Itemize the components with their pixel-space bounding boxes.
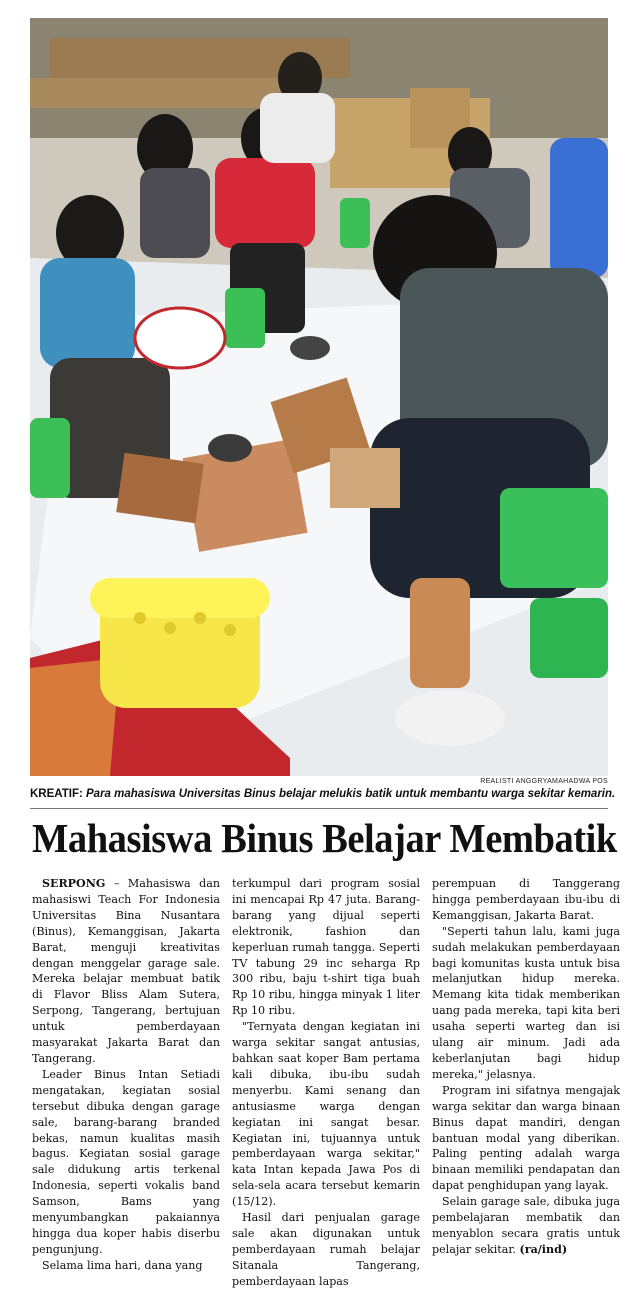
article-paragraph: Leader Binus Intan Setiadi mengatakan, kegiatan sosial tersebut dibuka dengan garage sale, barang-barang branded bekas, namun kualitas masih bagus. Kegiatan sosial garage sale didukung artis terkenal Indonesia, seperti vokalis band Samson, Bams yang menyumbangkan pakaiannya hingga dua koper habis diserbu pengunjung. (32, 1067, 220, 1256)
article-column-2 (232, 876, 420, 1290)
article-column-3 (432, 876, 620, 1258)
photo-illustration (30, 18, 608, 776)
caption-lead: KREATIF: (30, 788, 83, 800)
article-paragraph: Program ini sifatnya mengajak warga sekitar dan warga binaan Binus dapat mandiri, dengan bantuan modal yang diberikan. Paling penting adalah warga binaan memiliki pendapatan dan dapat penghidupan yang layak. (432, 1083, 620, 1193)
article-paragraph: "Seperti tahun lalu, kami juga sudah melakukan pemberdayaan bagi komunitas kusta untuk bisa melanjutkan hidup mereka. Memang kita tidak memberikan uang pada mereka, tapi kita beri usaha seperti warteg dan isi ulang air minum. Jadi ada keberlanjutan bagi hidup mereka," jelasnya. (432, 924, 620, 1081)
paragraph-text: Selain garage sale, dibuka juga pembelajaran membatik dan menyablon secara gratis untuk pelajar sekitar. (432, 1195, 620, 1256)
article-column-1 (32, 876, 220, 1274)
paragraph-text: – Mahasiswa dan mahasiswi Teach For Indonesia Universitas Bina Nusantara (Binus), Kemanggisan, Jakarta Barat, menguji kreativitas dengan menggelar garage sale. Mereka belajar membuat batik di Flavor Bliss Alam Sutera, Serpong, Tangerang, bertujuan untuk pemberdayaan masyarakat Jakarta Barat dan Tangerang. (32, 877, 220, 1065)
photo-caption (30, 788, 620, 800)
article-paragraph: Hasil dari penjualan garage sale akan digunakan untuk pemberdayaan rumah belajar Sitanala Tangerang, pemberdayaan lapas (232, 1211, 420, 1288)
article-paragraph: perempuan di Tanggerang hingga pemberdayaan ibu-ibu di Kemanggisan, Jakarta Barat. (432, 877, 620, 922)
article-paragraph (32, 876, 220, 1067)
article-paragraph (432, 1194, 620, 1258)
photo-credit: REALISTI ANGGRYAMAHADWA POS (480, 778, 608, 785)
article-paragraph: "Ternyata dengan kegiatan ini warga sekitar sangat antusias, bahkan saat koper Bam pertama kali dibuka, ibu-ibu sudah menyerbu. Kami senang dan antusiasme warga dengan kegiatan ini sangat besar. Kegiatan ini, tujuannya untuk pemberdayaan warga sekitar," kata Intan kepada Jawa Pos di sela-sela acara tersebut kemarin (15/12). (232, 1020, 420, 1209)
caption-text: Para mahasiswa Universitas Binus belajar melukis batik untuk membantu warga sekitar kemarin. (82, 788, 616, 800)
headline: Mahasiswa Binus Belajar Membatik (32, 815, 617, 861)
signoff: (ra/ind) (519, 1242, 568, 1256)
article-paragraph: terkumpul dari program sosial ini mencapai Rp 47 juta. Barang-barang yang dijual seperti elektronik, fashion dan keperluan rumah tangga. Seperti TV tabung 29 inc seharga Rp 300 ribu, baju t-shirt tiga buah Rp 10 ribu, hingga minyak 1 liter Rp 10 ribu. (232, 877, 420, 1018)
divider (30, 808, 608, 809)
news-photo (30, 18, 608, 776)
dateline: SERPONG (42, 877, 106, 890)
article-paragraph: Selama lima hari, dana yang (42, 1258, 203, 1272)
